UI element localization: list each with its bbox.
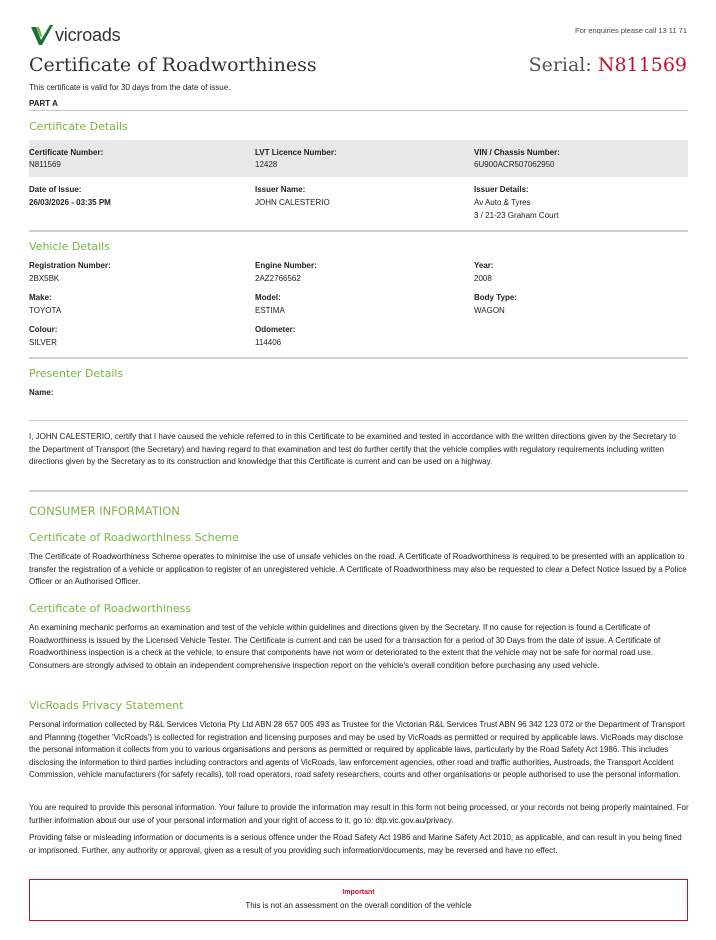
vin-label: VIN / Chassis Number: [474, 148, 560, 157]
issuer-name-label: Issuer Name: [255, 185, 306, 194]
scheme-paragraph: The Certificate of Roadworthiness Scheme operates to minimise the use of unsafe vehicles on the road. A Certificate of Roadworthiness is required to be presented with an application to transfer the registration of a vehicle or application to register of an unregistered vehicle. A Certificate of Roadworthiness may also be requested to clear a Defect Notice Issued by a Police Officer or an Authorised Officer. [29, 552, 687, 586]
certificate-number-value: N811569 [29, 160, 61, 169]
privacy-paragraph-2: You are required to provide this personal information. Your failure to provide the information may result in this form not being processed, or your records not being properly maintained. For further information about our use of your personal information and your right of access to it, go to: dtp.vic.gov.au/privacy. [29, 803, 689, 825]
important-notice [29, 879, 688, 921]
date-of-issue-value: 26/03/2026 - 03:35 PM [29, 198, 111, 207]
odometer-label: Odometer: [255, 325, 296, 334]
divider [29, 110, 688, 111]
year-value: 2008 [474, 274, 492, 283]
scheme-heading: Certificate of Roadworthiness Scheme [29, 531, 239, 544]
privacy-paragraph-3: Providing false or misleading information or documents is a serious offence under the Road Safety Act 1986 and Marine Safety Act 2010, as applicable, and can result in you being fined or imprisoned. Further, any authority or approval, given as a result of you providing such information/documents, may be reversed and have no effect. [29, 833, 682, 855]
enquiries-text: For enquiries please call 13 11 71 [574, 26, 687, 35]
vin-value: 6U900ACR507062950 [474, 160, 555, 169]
roadworthiness-paragraph: An examining mechanic performs an examination and test of the vehicle within guidelines and directions given by the Secretary. If no cause for rejection is found a Certificate of Roadworthiness is issued by the Licensed Vehicle Tester. The Certificate is current and can be used for a transaction for a period of 30 Days from the date of issue. A Certificate of Roadworthiness inspection is a check at the vehicle, to ensure that components have not worn or deteriorated to the extent that the vehicle may not be safe for normal road use. Consumers are strongly advised to obtain an independent comprehensive inspection report on the vehicle's overall condition before purchasing any used vehicle. [29, 623, 661, 670]
page-title: Certificate of Roadworthiness [29, 54, 317, 76]
serial-label: Serial: [528, 54, 592, 76]
engine-number-label: Engine Number: [255, 261, 317, 270]
consumer-information-heading: CONSUMER INFORMATION [29, 504, 180, 518]
section-heading-presenter: Presenter Details [29, 367, 124, 380]
colour-label: Colour: [29, 325, 58, 334]
important-title: Important [342, 889, 375, 896]
certificate-band [29, 140, 688, 177]
issuer-details-label: Issuer Details: [474, 185, 529, 194]
roadworthiness-heading: Certificate of Roadworthiness [29, 602, 192, 615]
serial-number [529, 54, 687, 76]
serial-value: N811569 [597, 54, 687, 76]
body-type-value: WAGON [474, 306, 505, 315]
validity-note: This certificate is valid for 30 days from the date of issue. [29, 83, 231, 92]
divider [29, 490, 688, 492]
body-type-label: Body Type: [474, 293, 517, 302]
privacy-heading: VicRoads Privacy Statement [29, 699, 184, 712]
divider [29, 230, 688, 232]
model-value: ESTIMA [255, 306, 285, 315]
registration-label: Registration Number: [29, 261, 111, 270]
odometer-value: 114406 [255, 338, 282, 347]
make-value: TOYOTA [29, 306, 62, 315]
divider [29, 420, 688, 421]
lvt-licence-value: 12428 [255, 160, 278, 169]
registration-value: 2BX5BK [29, 274, 60, 283]
colour-value: SILVER [29, 338, 57, 347]
part-label: PART A [29, 99, 58, 108]
issuer-details-line2: 3 / 21-23 Graham Court [474, 211, 559, 220]
declaration-text: I, JOHN CALESTERIO, certify that I have caused the vehicle referred to in this Certificate to be examined and tested in accordance with the written directions given by the Secretary to the Department of Transport (the Secretary) and having regard to that examination and test do further certify that the vehicle complies with regulatory requirements including written directions given by the Secretary as to its construction and knowledge that this Certificate is current and can be used on a highway. [29, 432, 676, 466]
presenter-name-label: Name: [29, 388, 54, 397]
section-heading-vehicle: Vehicle Details [29, 240, 110, 253]
lvt-licence-label: LVT Licence Number: [255, 148, 337, 157]
year-label: Year: [474, 261, 494, 270]
issuer-name-value: JOHN CALESTERIO [255, 198, 330, 207]
vicroads-logo [30, 22, 120, 48]
divider [29, 357, 688, 359]
model-label: Model: [255, 293, 281, 302]
make-label: Make: [29, 293, 52, 302]
privacy-paragraph-1: Personal information collected by R&L Services Victoria Pty Ltd ABN 28 657 005 493 as Trustee for the Victorian R&L Services Trust ABN 96 342 123 072 or the Department of Transport and Planning (together 'VicRoads') is collected for registration and licensing purposes and may be used by VicRoads as permitted or required by applicable laws. VicRoads may disclose the personal information it collects from you to various organisations and persons as permitted or required by applicable laws, particularly by the Road Safety Act 1986. This includes disclosing the information to third parties including contractors and agents of VicRoads, law enforcement agencies, other road and traffic authorities, Austroads, the Transport Accident Commission, vehicle manufacturers (for safety recalls), toll road operators, road safety researchers, courts and other organisations or people authorised to use the personal information. [29, 720, 685, 779]
vicroads-chevron-icon [30, 24, 54, 46]
issuer-details-line1: Av Auto & Tyres [474, 198, 531, 207]
logo-text: vicroads [55, 24, 121, 45]
section-heading-certificate: Certificate Details [29, 120, 128, 133]
engine-number-value: 2AZ2766562 [255, 274, 301, 283]
important-text: This is not an assessment on the overall condition of the vehicle [245, 901, 472, 910]
certificate-number-label: Certificate Number: [29, 148, 104, 157]
date-of-issue-label: Date of Issue: [29, 185, 82, 194]
